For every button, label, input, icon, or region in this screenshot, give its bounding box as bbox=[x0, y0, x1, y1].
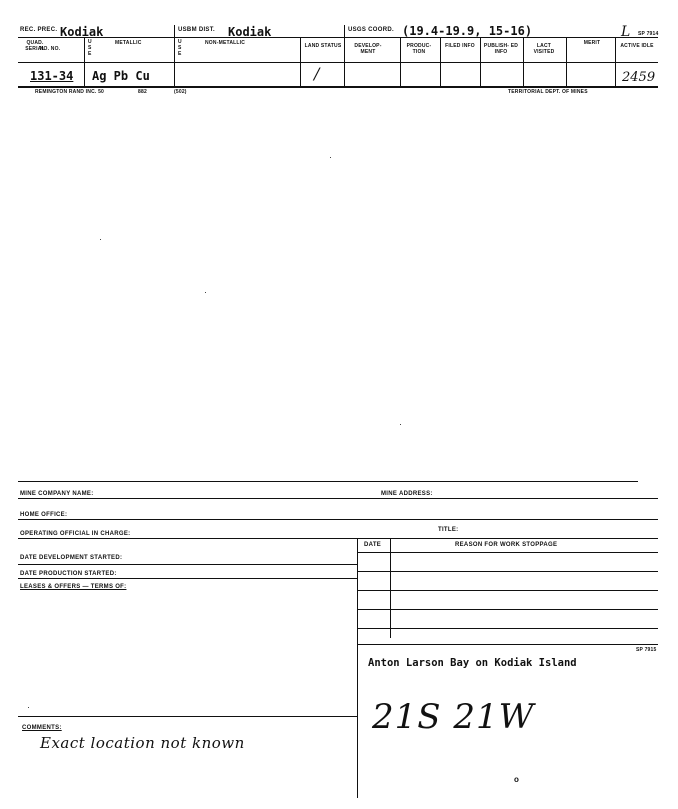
quad-header-2: NO. NO. bbox=[39, 46, 61, 52]
metallic-value: Ag Pb Cu bbox=[92, 69, 150, 83]
divider bbox=[18, 716, 357, 717]
small-mark: o bbox=[514, 775, 519, 784]
divider bbox=[357, 644, 658, 645]
divider bbox=[18, 62, 658, 63]
usbm-dist-label: USBM DIST. bbox=[178, 27, 216, 33]
land-status-value: / bbox=[314, 64, 320, 83]
comments-label: COMMENTS: bbox=[22, 725, 62, 731]
divider bbox=[357, 538, 358, 798]
handwritten-coords: 21S 21W bbox=[372, 697, 535, 737]
use-b-header: U S E bbox=[178, 39, 182, 57]
date-development-label: DATE DEVELOPMENT STARTED: bbox=[20, 555, 123, 561]
corner-mark: L bbox=[621, 24, 631, 40]
usbm-dist-value: Kodiak bbox=[228, 25, 272, 39]
rec-prec-value: Kodiak bbox=[60, 25, 104, 39]
quad-header: QUAD. SERIAL bbox=[25, 40, 45, 52]
divider bbox=[344, 25, 345, 87]
filed-info-header: FILED INFO bbox=[445, 43, 475, 49]
divider bbox=[357, 609, 658, 610]
divider bbox=[18, 578, 357, 579]
home-office-label: HOME OFFICE: bbox=[20, 512, 68, 518]
serial-value: 131-34 bbox=[30, 69, 74, 83]
footer-mid-1: 882 bbox=[138, 89, 147, 95]
date-production-label: DATE PRODUCTION STARTED: bbox=[20, 571, 117, 577]
published-info-header: PUBLISH- ED INFO bbox=[483, 43, 519, 55]
mine-company-label: MINE COMPANY NAME: bbox=[20, 491, 94, 497]
divider bbox=[18, 498, 658, 499]
divider bbox=[18, 481, 638, 482]
reason-column-header: REASON FOR WORK STOPPAGE bbox=[455, 542, 558, 548]
land-status-header: LAND STATUS bbox=[304, 43, 342, 49]
footer-mid-2: (502) bbox=[174, 89, 187, 95]
form-number: SP 7914 bbox=[638, 31, 659, 37]
form-number-2: SP 7915 bbox=[636, 647, 657, 653]
usgs-coord-label: USGS COORD. bbox=[348, 27, 394, 33]
divider bbox=[18, 538, 658, 539]
usgs-coord-value: (19.4-19.9, 15-16) bbox=[402, 24, 533, 38]
mine-address-label: MINE ADDRESS: bbox=[381, 491, 433, 497]
divider bbox=[18, 86, 658, 88]
non-metallic-header: NON-METALLIC bbox=[205, 40, 246, 46]
active-idle-value: 2459 bbox=[622, 70, 656, 85]
footer-right: TERRITORIAL DEPT. OF MINES bbox=[508, 89, 588, 95]
leases-offers-label: LEASES & OFFERS — TERMS OF: bbox=[20, 584, 127, 590]
footer-left: REMINGTON RAND INC. 50 bbox=[35, 89, 105, 95]
location-text: Anton Larson Bay on Kodiak Island bbox=[368, 657, 577, 669]
rec-prec-label: REC. PREC. bbox=[20, 27, 58, 33]
development-header: DEVELOP- MENT bbox=[354, 43, 382, 55]
divider bbox=[18, 519, 658, 520]
active-idle-header: ACTIVE IDLE bbox=[620, 43, 654, 49]
last-visited-header: LACT VISITED bbox=[533, 43, 555, 55]
merit-header: MERIT bbox=[583, 40, 601, 46]
comments-text: Exact location not known bbox=[40, 734, 245, 752]
divider bbox=[357, 628, 658, 629]
production-header: PRODUC- TION bbox=[406, 43, 432, 55]
metallic-header: METALLIC bbox=[115, 40, 142, 46]
operating-official-label: OPERATING OFFICIAL IN CHARGE: bbox=[20, 531, 131, 537]
divider bbox=[174, 25, 175, 87]
use-a-header: U S E bbox=[88, 39, 92, 57]
divider bbox=[390, 538, 391, 638]
divider bbox=[357, 571, 658, 572]
divider bbox=[18, 564, 357, 565]
date-column-header: DATE bbox=[364, 542, 382, 548]
divider bbox=[357, 552, 658, 553]
divider bbox=[18, 37, 658, 38]
title-label: TITLE: bbox=[438, 527, 459, 533]
divider bbox=[357, 590, 658, 591]
